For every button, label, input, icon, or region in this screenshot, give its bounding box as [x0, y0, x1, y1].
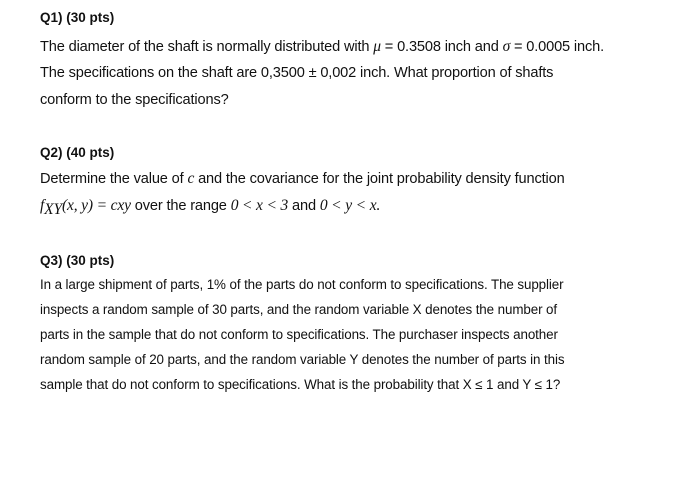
text: over the range — [130, 198, 231, 214]
q2-line-2 — [40, 197, 380, 219]
q3-line: random sample of 20 parts, and the random variable Y denotes the number of parts in this — [40, 352, 565, 367]
pdf-symbol: f — [40, 197, 45, 214]
q3-heading: Q3) (30 pts) — [40, 253, 115, 268]
q3-line: sample that do not conform to specifications. What is the probability that X ≤ 1 and Y ≤ 1? — [40, 377, 561, 392]
q2-heading: Q2) (40 pts) — [40, 145, 115, 160]
text: = 0.0005 inch. — [510, 39, 604, 55]
text: and — [288, 198, 320, 214]
sigma-symbol: σ — [502, 38, 511, 55]
pdf-subscript: XY — [44, 200, 62, 218]
q2-line-1 — [40, 170, 565, 188]
q1-line-3: conform to the specifications? — [40, 92, 229, 108]
q1-heading: Q1) (30 pts) — [40, 10, 115, 25]
x-range: 0 < x < 3 — [230, 197, 289, 214]
q1-line-2: The specifications on the shaft are 0,3500 ± 0,002 inch. What proportion of shafts — [40, 65, 554, 81]
y-range: 0 < y < x. — [319, 197, 381, 214]
pdf-expression: (x, y) = cxy — [61, 197, 131, 214]
text: Determine the value of — [40, 171, 188, 187]
text: The diameter of the shaft is normally distributed with — [40, 39, 374, 55]
text: and the covariance for the joint probability density function — [194, 171, 565, 187]
q3-line: inspects a random sample of 30 parts, and the random variable X denotes the number of — [40, 302, 558, 317]
text: = 0.3508 inch and — [380, 39, 503, 55]
mu-symbol: μ — [373, 38, 381, 55]
c-variable: c — [187, 170, 195, 187]
q1-line-1 — [40, 38, 604, 56]
q3-line: In a large shipment of parts, 1% of the parts do not conform to specifications. The supplier — [40, 277, 564, 292]
q3-line: parts in the sample that do not conform to specifications. The purchaser inspects another — [40, 327, 558, 342]
